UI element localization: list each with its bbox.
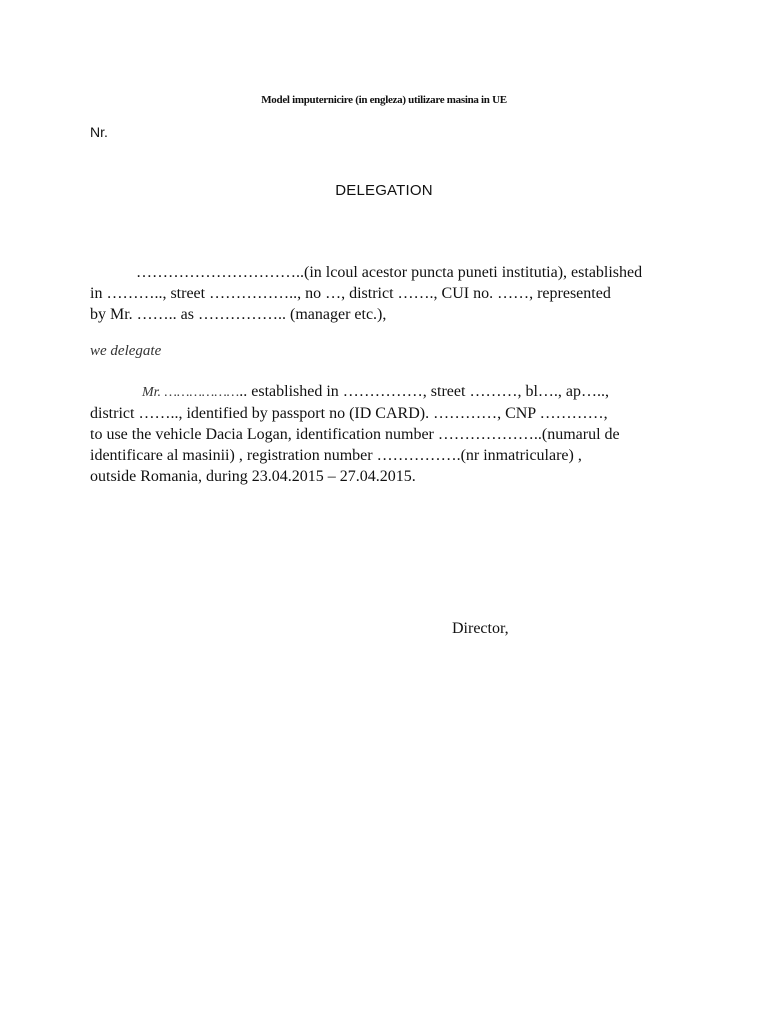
- document-title: Model imputernicire (in engleza) utilizare masina in UE: [261, 94, 507, 106]
- delegate-line-1: [90, 381, 690, 403]
- delegate-line-1-rest: .. established in ……………, street ………, bl…., ap…..,: [239, 383, 609, 400]
- delegate-line-2: district …….., identified by passport no (ID CARD). …………, CNP …………,: [90, 405, 608, 422]
- institution-line-2: in ……….., street …………….., no …, district ……., CUI no. ……, represented: [90, 285, 611, 302]
- delegate-name-placeholder: Mr. ………………: [142, 385, 240, 400]
- delegate-line-4: identificare al masinii) , registration number …………….(nr inmatriculare) ,: [90, 447, 582, 464]
- institution-paragraph: [90, 262, 690, 325]
- number-label: Nr.: [90, 124, 108, 140]
- delegate-line-3: to use the vehicle Dacia Logan, identification number ………………..(numarul de: [90, 426, 620, 443]
- signature-label: Director,: [452, 620, 509, 637]
- institution-line-3: by Mr. …….. as …………….. (manager etc.),: [90, 306, 387, 323]
- delegate-line-5: outside Romania, during 23.04.2015 – 27.04.2015.: [90, 468, 416, 485]
- we-delegate-text: we delegate: [90, 343, 162, 359]
- institution-line-1: …………………………..(in lcoul acestor puncta puneti institutia), established: [136, 264, 643, 281]
- delegate-paragraph: [90, 381, 690, 487]
- delegation-heading: DELEGATION: [335, 182, 433, 199]
